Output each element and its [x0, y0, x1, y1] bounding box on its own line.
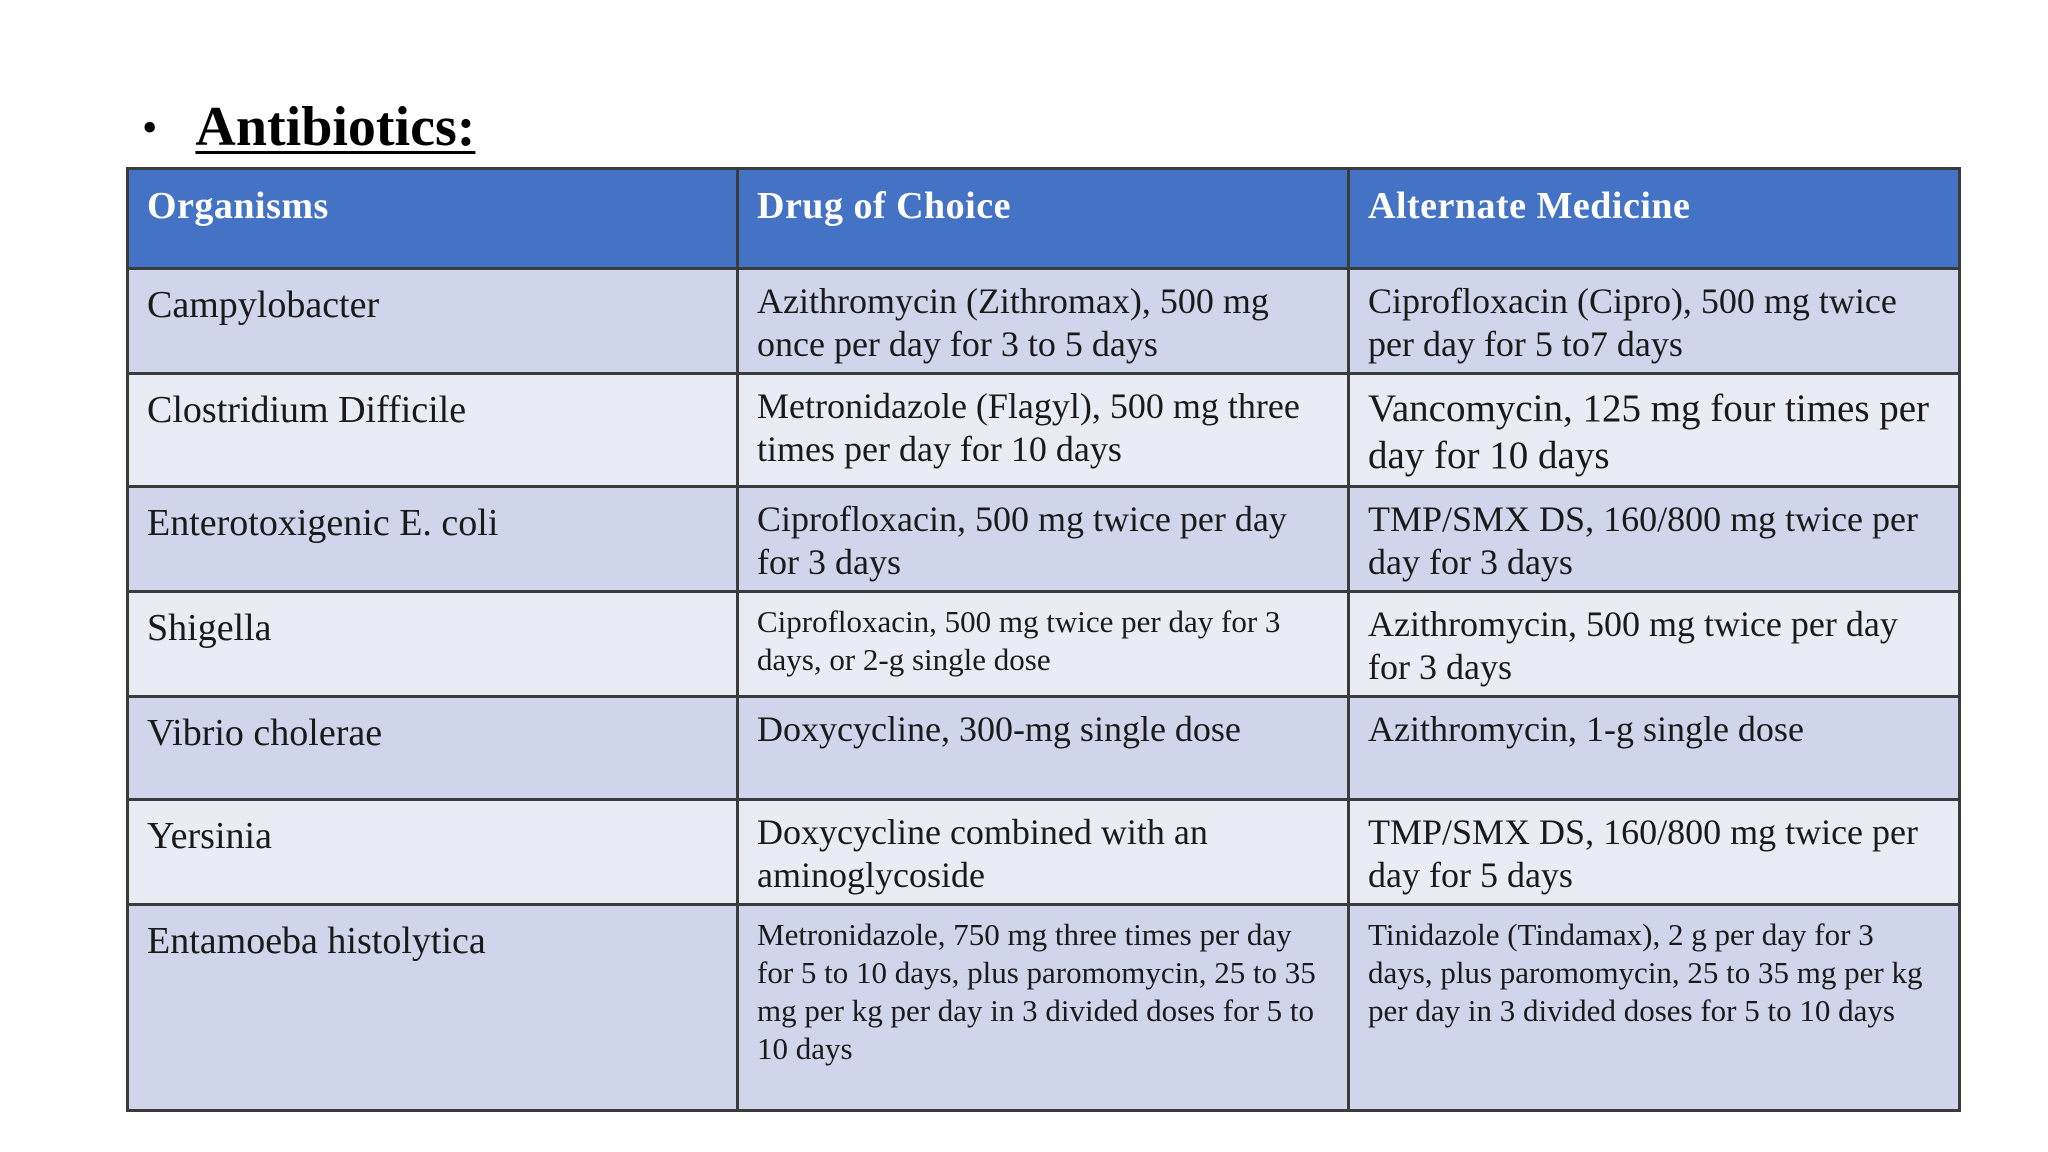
alternate-medicine-cell: TMP/SMX DS, 160/800 mg twice per day for 5 days	[1349, 800, 1960, 905]
organism-cell: Campylobacter	[128, 269, 738, 374]
drug-of-choice-cell: Doxycycline, 300-mg single dose	[738, 697, 1349, 800]
table-row	[128, 800, 1960, 905]
organism-cell: Enterotoxigenic E. coli	[128, 487, 738, 592]
drug-of-choice-cell: Metronidazole, 750 mg three times per day for 5 to 10 days, plus paromomycin, 25 to 35 mg per kg per day in 3 divided doses for 5 to 10 days	[738, 905, 1349, 1111]
organism-cell: Clostridium Difficile	[128, 374, 738, 487]
drug-of-choice-cell: Doxycycline combined with an aminoglycoside	[738, 800, 1349, 905]
table-row	[128, 269, 1960, 374]
alternate-medicine-cell: Vancomycin, 125 mg four times per day for 10 days	[1349, 374, 1960, 487]
organism-cell: Yersinia	[128, 800, 738, 905]
table-row	[128, 697, 1960, 800]
drug-of-choice-cell: Metronidazole (Flagyl), 500 mg three times per day for 10 days	[738, 374, 1349, 487]
drug-of-choice-cell: Azithromycin (Zithromax), 500 mg once per day for 3 to 5 days	[738, 269, 1349, 374]
table-row	[128, 374, 1960, 487]
drug-of-choice-cell: Ciprofloxacin, 500 mg twice per day for 3 days	[738, 487, 1349, 592]
bullet-icon: •	[142, 102, 158, 152]
page-title: Antibiotics:	[195, 96, 476, 158]
drug-of-choice-cell: Ciprofloxacin, 500 mg twice per day for 3 days, or 2-g single dose	[738, 592, 1349, 697]
column-header-alternate-medicine: Alternate Medicine	[1349, 169, 1960, 269]
organism-cell: Shigella	[128, 592, 738, 697]
organism-cell: Entamoeba histolytica	[128, 905, 738, 1111]
column-header-drug-of-choice: Drug of Choice	[738, 169, 1349, 269]
table-row	[128, 487, 1960, 592]
antibiotics-table	[126, 167, 1961, 1112]
alternate-medicine-cell: Azithromycin, 1-g single dose	[1349, 697, 1960, 800]
column-header-organisms: Organisms	[128, 169, 738, 269]
alternate-medicine-cell: Azithromycin, 500 mg twice per day for 3 days	[1349, 592, 1960, 697]
table-header-row	[128, 169, 1960, 269]
organism-cell: Vibrio cholerae	[128, 697, 738, 800]
table-row	[128, 905, 1960, 1111]
alternate-medicine-cell: Ciprofloxacin (Cipro), 500 mg twice per day for 5 to7 days	[1349, 269, 1960, 374]
table-row	[128, 592, 1960, 697]
alternate-medicine-cell: TMP/SMX DS, 160/800 mg twice per day for 3 days	[1349, 487, 1960, 592]
alternate-medicine-cell: Tinidazole (Tindamax), 2 g per day for 3 days, plus paromomycin, 25 to 35 mg per kg per day in 3 divided doses for 5 to 10 days	[1349, 905, 1960, 1111]
slide-heading	[142, 92, 475, 162]
